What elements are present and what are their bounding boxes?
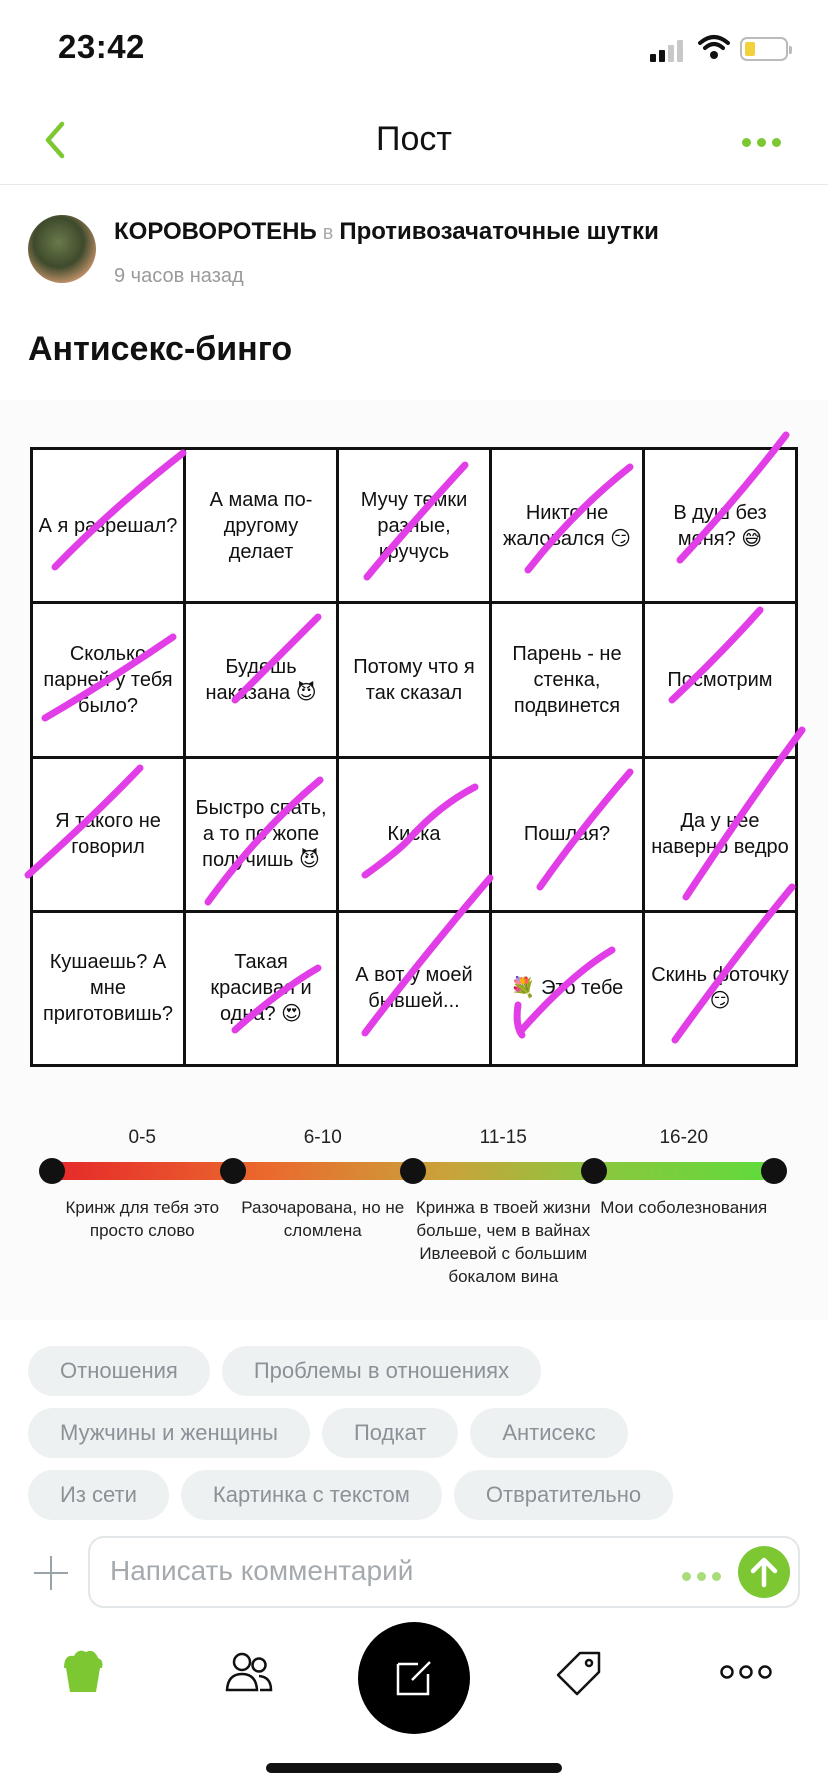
tag-list bbox=[28, 1346, 808, 1532]
bingo-cell: Посмотрим bbox=[644, 603, 797, 757]
navigation-bar bbox=[0, 96, 828, 185]
battery-icon bbox=[740, 37, 788, 61]
tag-chip[interactable]: Мужчины и женщины bbox=[28, 1408, 310, 1458]
tag-row bbox=[28, 1346, 808, 1396]
scale-range-label: 16-20 bbox=[659, 1127, 709, 1148]
scale-description: Кринж для тебя это просто слово bbox=[65, 1198, 220, 1240]
tag-chip[interactable]: Отношения bbox=[28, 1346, 210, 1396]
bingo-cell: 💐 Это тебе bbox=[491, 911, 644, 1065]
tag-row bbox=[28, 1470, 808, 1520]
signal-icon bbox=[650, 40, 686, 62]
bingo-cell: Такая красивая и одна? 😍 bbox=[185, 911, 338, 1065]
post-author-line bbox=[114, 218, 659, 246]
bingo-cell: А мама по-другому делает bbox=[185, 449, 338, 603]
bingo-cell: В душ без меня? 😅 bbox=[644, 449, 797, 603]
compose-icon bbox=[392, 1656, 436, 1700]
tag-chip[interactable]: Антисекс bbox=[470, 1408, 627, 1458]
bingo-cell: Я такого не говорил bbox=[32, 757, 185, 911]
bingo-row bbox=[32, 911, 797, 1065]
add-attachment-icon[interactable] bbox=[34, 1556, 68, 1590]
scale-marker bbox=[400, 1158, 426, 1184]
tag-row bbox=[28, 1408, 808, 1458]
scale-marker bbox=[39, 1158, 65, 1184]
tag-icon[interactable] bbox=[556, 1650, 602, 1696]
tag-chip[interactable]: Из сети bbox=[28, 1470, 169, 1520]
bingo-cell: Потому что я так сказал bbox=[338, 603, 491, 757]
scale-description: Разочарована, но не сломлена bbox=[241, 1198, 405, 1240]
page-title: Пост bbox=[376, 120, 452, 158]
scale-description: Мои соболезнования bbox=[600, 1198, 768, 1217]
community-name[interactable]: Противозачаточные шутки bbox=[339, 218, 659, 245]
bingo-cell: Кушаешь? А мне приготовишь? bbox=[32, 911, 185, 1065]
scale-range-label: 11-15 bbox=[479, 1127, 527, 1148]
in-word: в bbox=[322, 222, 334, 244]
arrow-up-icon bbox=[738, 1546, 790, 1598]
tag-chip[interactable]: Проблемы в отношениях bbox=[222, 1346, 541, 1396]
bingo-cell: Киска bbox=[338, 757, 491, 911]
bingo-cell: Будешь наказана 😈 bbox=[185, 603, 338, 757]
scale-range-label: 0-5 bbox=[128, 1127, 156, 1148]
scale-description: Кринжа в твоей жизни больше, чем в вайнах Ивлеевой с большим бокалом вина bbox=[415, 1198, 591, 1286]
bingo-cell: Скинь фоточку 😏 bbox=[644, 911, 797, 1065]
comment-options-icon[interactable] bbox=[682, 1568, 727, 1586]
scale-range-label: 6-10 bbox=[303, 1127, 342, 1148]
bingo-cell: А я разрешал? bbox=[32, 449, 185, 603]
tag-chip[interactable]: Картинка с текстом bbox=[181, 1470, 442, 1520]
scale-marker bbox=[220, 1158, 246, 1184]
tag-chip[interactable]: Подкат bbox=[322, 1408, 458, 1458]
bingo-cell: Парень - не стенка, подвинется bbox=[491, 603, 644, 757]
bingo-cell: Пошлая? bbox=[491, 757, 644, 911]
more-icon[interactable] bbox=[720, 1664, 772, 1680]
bingo-cell: Никто не жаловался 😏 bbox=[491, 449, 644, 603]
home-icon[interactable] bbox=[58, 1646, 108, 1694]
bingo-cell: Сколько парней у тебя было? bbox=[32, 603, 185, 757]
send-button[interactable] bbox=[738, 1546, 790, 1598]
bingo-cell: Да у нее наверно ведро bbox=[644, 757, 797, 911]
wifi-icon bbox=[698, 34, 730, 60]
scale-marker bbox=[761, 1158, 787, 1184]
bingo-row bbox=[32, 603, 797, 757]
scale-marker bbox=[581, 1158, 607, 1184]
bingo-cell: Быстро спать, а то по жопе получишь 😈 bbox=[185, 757, 338, 911]
bingo-cell: Мучу темки разные, кручусь bbox=[338, 449, 491, 603]
home-indicator bbox=[266, 1763, 562, 1773]
bingo-grid bbox=[30, 447, 798, 1067]
post-time: 9 часов назад bbox=[114, 265, 244, 287]
more-options-icon[interactable] bbox=[742, 134, 787, 152]
post-image[interactable] bbox=[0, 400, 828, 1320]
author-name[interactable]: КОРОВОРОТЕНЬ bbox=[114, 218, 317, 245]
people-icon[interactable] bbox=[224, 1650, 274, 1692]
status-time: 23:42 bbox=[58, 28, 145, 65]
bingo-cell: А вот у моей бывшей... bbox=[338, 911, 491, 1065]
bingo-row bbox=[32, 757, 797, 911]
comment-box[interactable] bbox=[88, 1536, 800, 1608]
tag-chip[interactable]: Отвратительно bbox=[454, 1470, 673, 1520]
comment-input[interactable] bbox=[108, 1554, 592, 1588]
author-avatar[interactable] bbox=[28, 215, 96, 283]
bingo-row bbox=[32, 449, 797, 603]
compose-button[interactable] bbox=[358, 1622, 470, 1734]
post-title: Антисекс-бинго bbox=[28, 330, 293, 368]
